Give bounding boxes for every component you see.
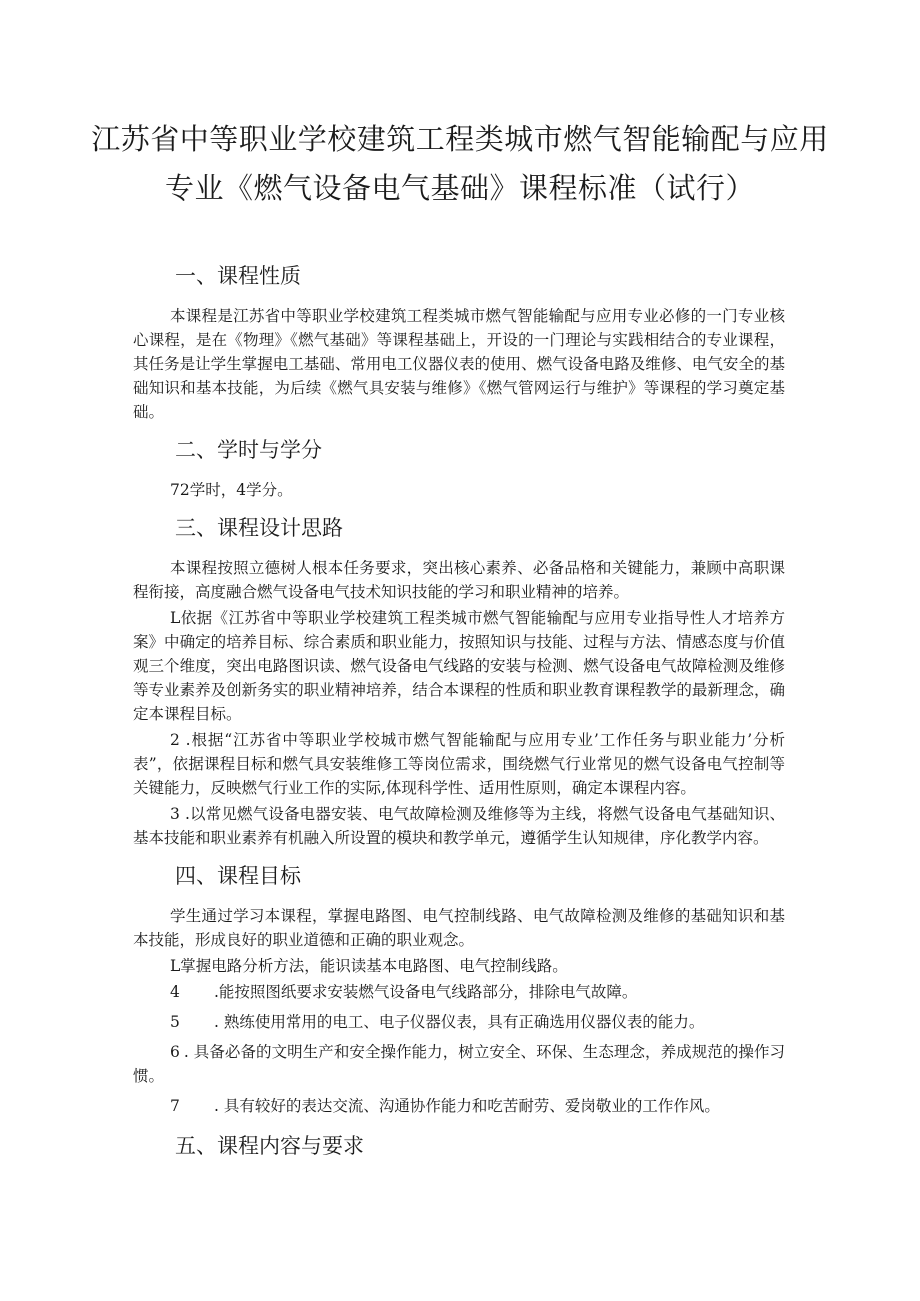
list-item-number: 7 <box>170 1097 180 1115</box>
paragraph-design-point-1: L依据《江苏省中等职业学校建筑工程类城市燃气智能输配与应用专业指导性人才培养方案》中确定的培养目标、综合素质和职业能力，按照知识与技能、过程与方法、情感态度与价值观三个维度，突出电路图识读、燃气设备电气线路的安装与检测、燃气设备电气故障检测及维修等专业素养及创新务实的职业精神培养，结合本课程的性质和职业教育课程教学的最新理念，确定本课程目标。 <box>133 609 785 723</box>
list-item-text: .能按照图纸要求安装燃气设备电气线路部分，排除电气故障。 <box>214 983 638 1001</box>
paragraph-goals-intro: 学生通过学习本课程，掌握电路图、电气控制线路、电气故障检测及维修的基础知识和基本技能，形成良好的职业道德和正确的职业观念。 <box>133 907 785 949</box>
list-item-goal <box>133 1040 785 1088</box>
list-item-goal <box>133 1094 785 1118</box>
section-heading-hours-credits: 二、学时与学分 <box>175 438 322 462</box>
list-item-number: 5 <box>170 1013 180 1031</box>
section-heading-content-requirements: 五、课程内容与要求 <box>175 1134 364 1158</box>
list-item-text: . 具有较好的表达交流、沟通协作能力和吃苦耐劳、爱岗敬业的工作作风。 <box>214 1097 720 1115</box>
list-item-text: . 熟练使用常用的电工、电子仪器仪表，具有正确选用仪器仪表的能力。 <box>214 1013 705 1031</box>
document-title-line-1: 江苏省中等职业学校建筑工程类城市燃气智能输配与应用 <box>91 122 829 156</box>
paragraph-hours-credits: 72学时，4学分。 <box>170 481 293 499</box>
list-item-number: 6 <box>170 1043 180 1061</box>
section-heading-course-goals: 四、课程目标 <box>175 864 301 888</box>
section-heading-design-approach: 三、课程设计思路 <box>175 516 343 540</box>
list-item-goal <box>133 1010 785 1034</box>
document-title-line-2: 专业《燃气设备电气基础》课程标准（试行） <box>164 171 755 205</box>
paragraph-design-intro: 本课程按照立德树人根本任务要求，突出核心素养、必备品格和关键能力，兼顾中高职课程衔接，高度融合燃气设备电气技术知识技能的学习和职业精神的培养。 <box>133 559 785 601</box>
list-item-number: 4 <box>170 983 180 1001</box>
section-heading-course-nature: 一、课程性质 <box>175 264 301 288</box>
paragraph-design-point-3: 3 .以常见燃气设备电器安装、电气故障检测及维修等为主线，将燃气设备电气基础知识、基本技能和职业素养有机融入所设置的模块和教学单元，遵循学生认知规律，序化教学内容。 <box>133 805 785 847</box>
list-item-goal <box>133 980 785 1004</box>
paragraph-design-point-2: 2 .根据“江苏省中等职业学校城市燃气智能输配与应用专业’工作任务与职业能力’分析表”，依据课程目标和燃气具安装维修工等岗位需求，围绕燃气行业常见的燃气设备电气控制等关键能力，反映燃气行业工作的实际,体现科学性、适用性原则，确定本课程内容。 <box>133 731 785 797</box>
document-body <box>133 262 785 1174</box>
paragraph-course-nature: 本课程是江苏省中等职业学校建筑工程类城市燃气智能输配与应用专业必修的一门专业核心课程，是在《物理》《燃气基础》等课程基础上，开设的一门理论与实践相结合的专业课程，其任务是让学生掌握电工基础、常用电工仪器仪表的使用、燃气设备电路及维修、电气安全的基础知识和基本技能，为后续《燃气具安装与维修》《燃气管网运行与维护》等课程的学习奠定基础。 <box>133 307 785 421</box>
list-item-text: . 具备必备的文明生产和安全操作能力，树立安全、环保、生态理念，养成规范的操作习惯。 <box>133 1043 785 1085</box>
paragraph-goal-1: L掌握电路分析方法，能识读基本电路图、电气控制线路。 <box>170 957 568 975</box>
